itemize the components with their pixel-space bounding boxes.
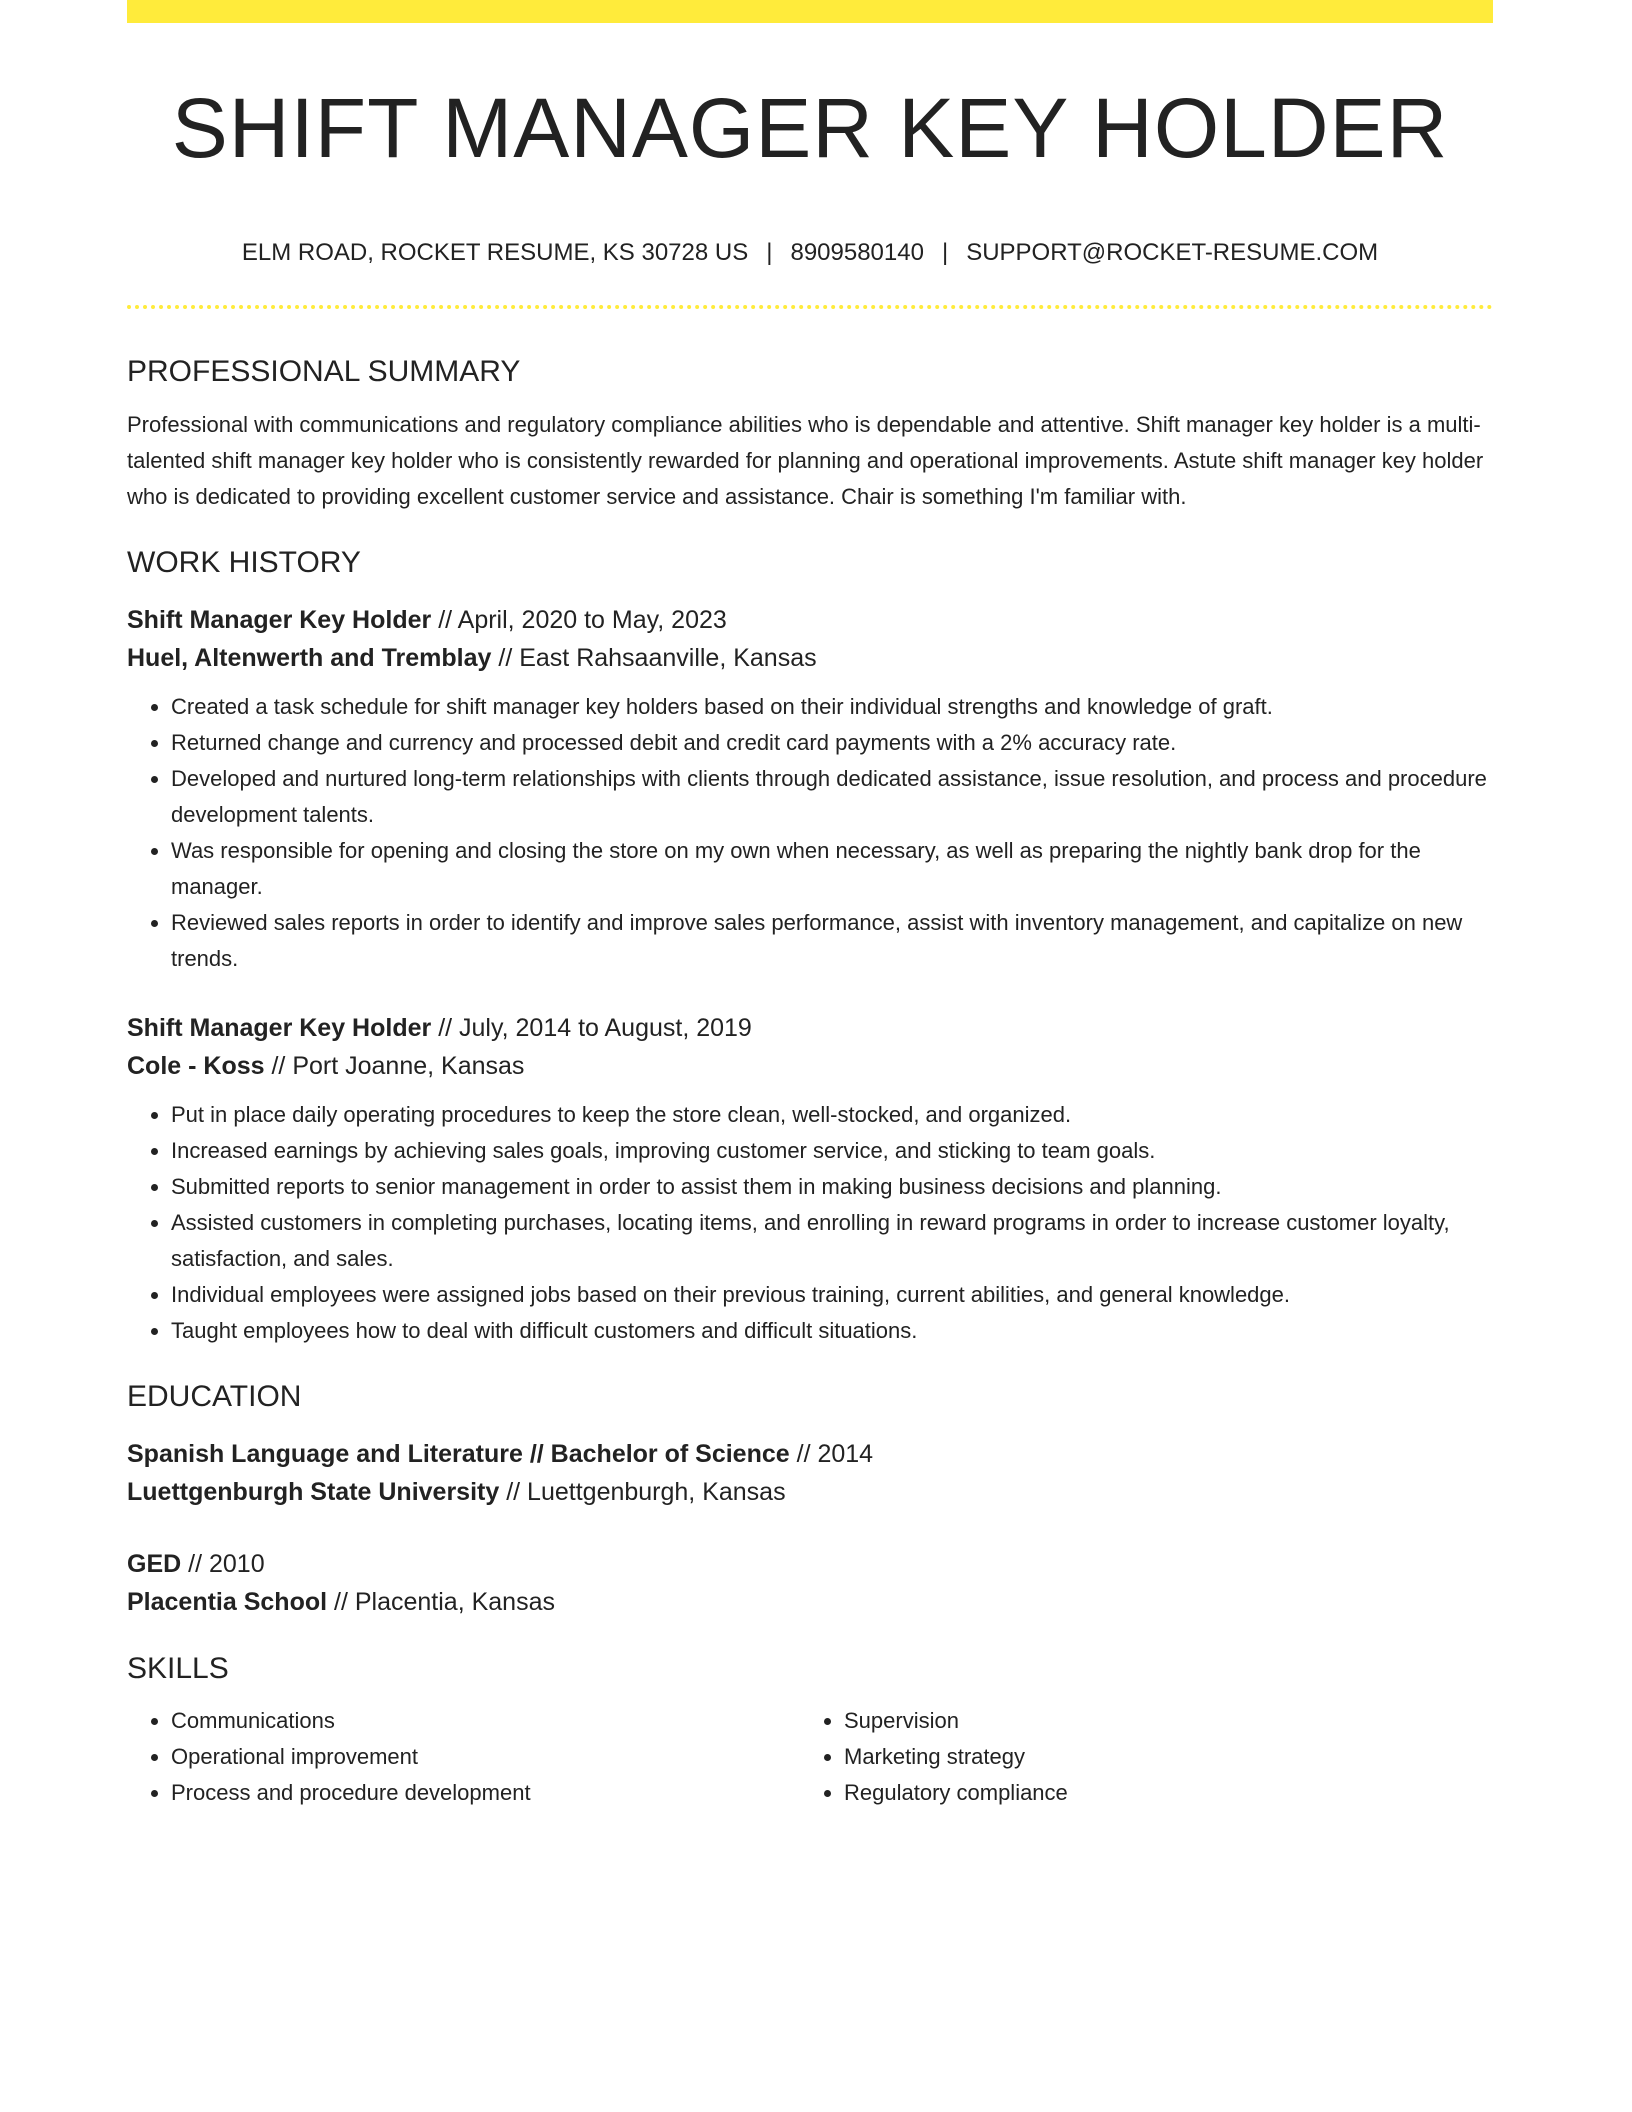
contact-separator: | <box>941 239 949 266</box>
job-bullets <box>127 1097 1493 1349</box>
resume-content <box>127 352 1493 1811</box>
skills-columns <box>127 1703 1493 1811</box>
job-dates: // July, 2014 to August, 2019 <box>438 1014 752 1042</box>
contact-line <box>127 236 1493 270</box>
job-bullet: • Put in place daily operating procedures to keep the store clean, well-stocked, and organized. <box>171 1097 1493 1133</box>
job-company-line <box>127 1047 1493 1085</box>
job-location: // East Rahsaanville, Kansas <box>498 644 817 672</box>
job-dates: // April, 2020 to May, 2023 <box>438 606 727 634</box>
job-bullet: • Increased earnings by achieving sales goals, improving customer service, and sticking to team goals. <box>171 1133 1493 1169</box>
skill-item: • Operational improvement <box>171 1739 800 1775</box>
contact-phone: 8909580140 <box>790 239 924 266</box>
summary-text: Professional with communications and regulatory compliance abilities who is dependable and attentive. Shift manager key holder is a multi-talented shift manager key holder who is consistently rewarded for planning and operational improvements. Astute shift manager key holder who is dedicated to providing excellent customer service and assistance. Chair is something I'm familiar with. <box>127 412 1484 509</box>
skills-section <box>127 1649 1493 1811</box>
job-bullet: • Assisted customers in completing purchases, locating items, and enrolling in reward programs in order to increase customer loyalty, satisfaction, and sales. <box>171 1205 1493 1277</box>
dotted-divider <box>127 305 1493 309</box>
education-heading: EDUCATION <box>127 1380 302 1413</box>
resume-name: SHIFT MANAGER KEY HOLDER <box>171 81 1449 175</box>
education-entry <box>127 1545 1493 1621</box>
job-bullet: • Individual employees were assigned jobs based on their previous training, current abilities, and general knowledge. <box>171 1277 1493 1313</box>
skill-item: • Marketing strategy <box>844 1739 1473 1775</box>
education-year: // 2014 <box>796 1440 874 1468</box>
skill-item: • Supervision <box>844 1703 1473 1739</box>
job-entry <box>127 601 1493 977</box>
education-degree-line <box>127 1545 1493 1583</box>
job-bullet: • Taught employees how to deal with difficult customers and difficult situations. <box>171 1313 1493 1349</box>
summary-section <box>127 352 1493 515</box>
summary-heading: PROFESSIONAL SUMMARY <box>127 355 521 388</box>
job-title-line <box>127 601 1493 639</box>
education-school-line <box>127 1473 1493 1511</box>
job-bullet: • Returned change and currency and processed debit and credit card payments with a 2% accuracy rate. <box>171 725 1493 761</box>
education-school: Placentia School <box>127 1588 328 1616</box>
job-title: Shift Manager Key Holder <box>127 606 432 634</box>
contact-email: SUPPORT@ROCKET-RESUME.COM <box>966 239 1379 266</box>
education-location: // Placentia, Kansas <box>334 1588 555 1616</box>
job-bullet: • Reviewed sales reports in order to identify and improve sales performance, assist with inventory management, and capitalize on new trends. <box>171 905 1493 977</box>
education-degree: GED <box>127 1550 182 1578</box>
skills-list-right <box>800 1703 1473 1811</box>
education-location: // Luettgenburgh, Kansas <box>506 1478 786 1506</box>
skill-item: • Process and procedure development <box>171 1775 800 1811</box>
skills-heading: SKILLS <box>127 1652 229 1685</box>
job-bullet: • Developed and nurtured long-term relationships with clients through dedicated assistance, issue resolution, and process and procedure development talents. <box>171 761 1493 833</box>
job-company: Cole - Koss <box>127 1052 265 1080</box>
job-location: // Port Joanne, Kansas <box>271 1052 525 1080</box>
job-title: Shift Manager Key Holder <box>127 1014 432 1042</box>
job-bullet: • Was responsible for opening and closing the store on my own when necessary, as well as preparing the nightly bank drop for the manager. <box>171 833 1493 905</box>
job-bullet: • Created a task schedule for shift manager key holders based on their individual strengths and knowledge of graft. <box>171 689 1493 725</box>
job-bullet: • Submitted reports to senior management in order to assist them in making business decisions and planning. <box>171 1169 1493 1205</box>
education-school: Luettgenburgh State University <box>127 1478 500 1506</box>
work-history-section <box>127 543 1493 1349</box>
job-bullets <box>127 689 1493 977</box>
education-degree: Spanish Language and Literature // Bachelor of Science <box>127 1440 790 1468</box>
job-company-line <box>127 639 1493 677</box>
skills-list-left <box>127 1703 800 1811</box>
education-school-line <box>127 1583 1493 1621</box>
education-degree-line <box>127 1435 1493 1473</box>
contact-address: ELM ROAD, ROCKET RESUME, KS 30728 US <box>241 239 749 266</box>
skill-item: • Regulatory compliance <box>844 1775 1473 1811</box>
job-title-line <box>127 1009 1493 1047</box>
skill-item: • Communications <box>171 1703 800 1739</box>
work-history-heading: WORK HISTORY <box>127 546 361 579</box>
education-year: // 2010 <box>188 1550 265 1578</box>
job-entry <box>127 1009 1493 1349</box>
education-entry <box>127 1435 1493 1511</box>
accent-top-bar <box>127 0 1493 23</box>
education-section <box>127 1377 1493 1621</box>
contact-separator: | <box>766 239 773 266</box>
job-company: Huel, Altenwerth and Tremblay <box>127 644 492 672</box>
